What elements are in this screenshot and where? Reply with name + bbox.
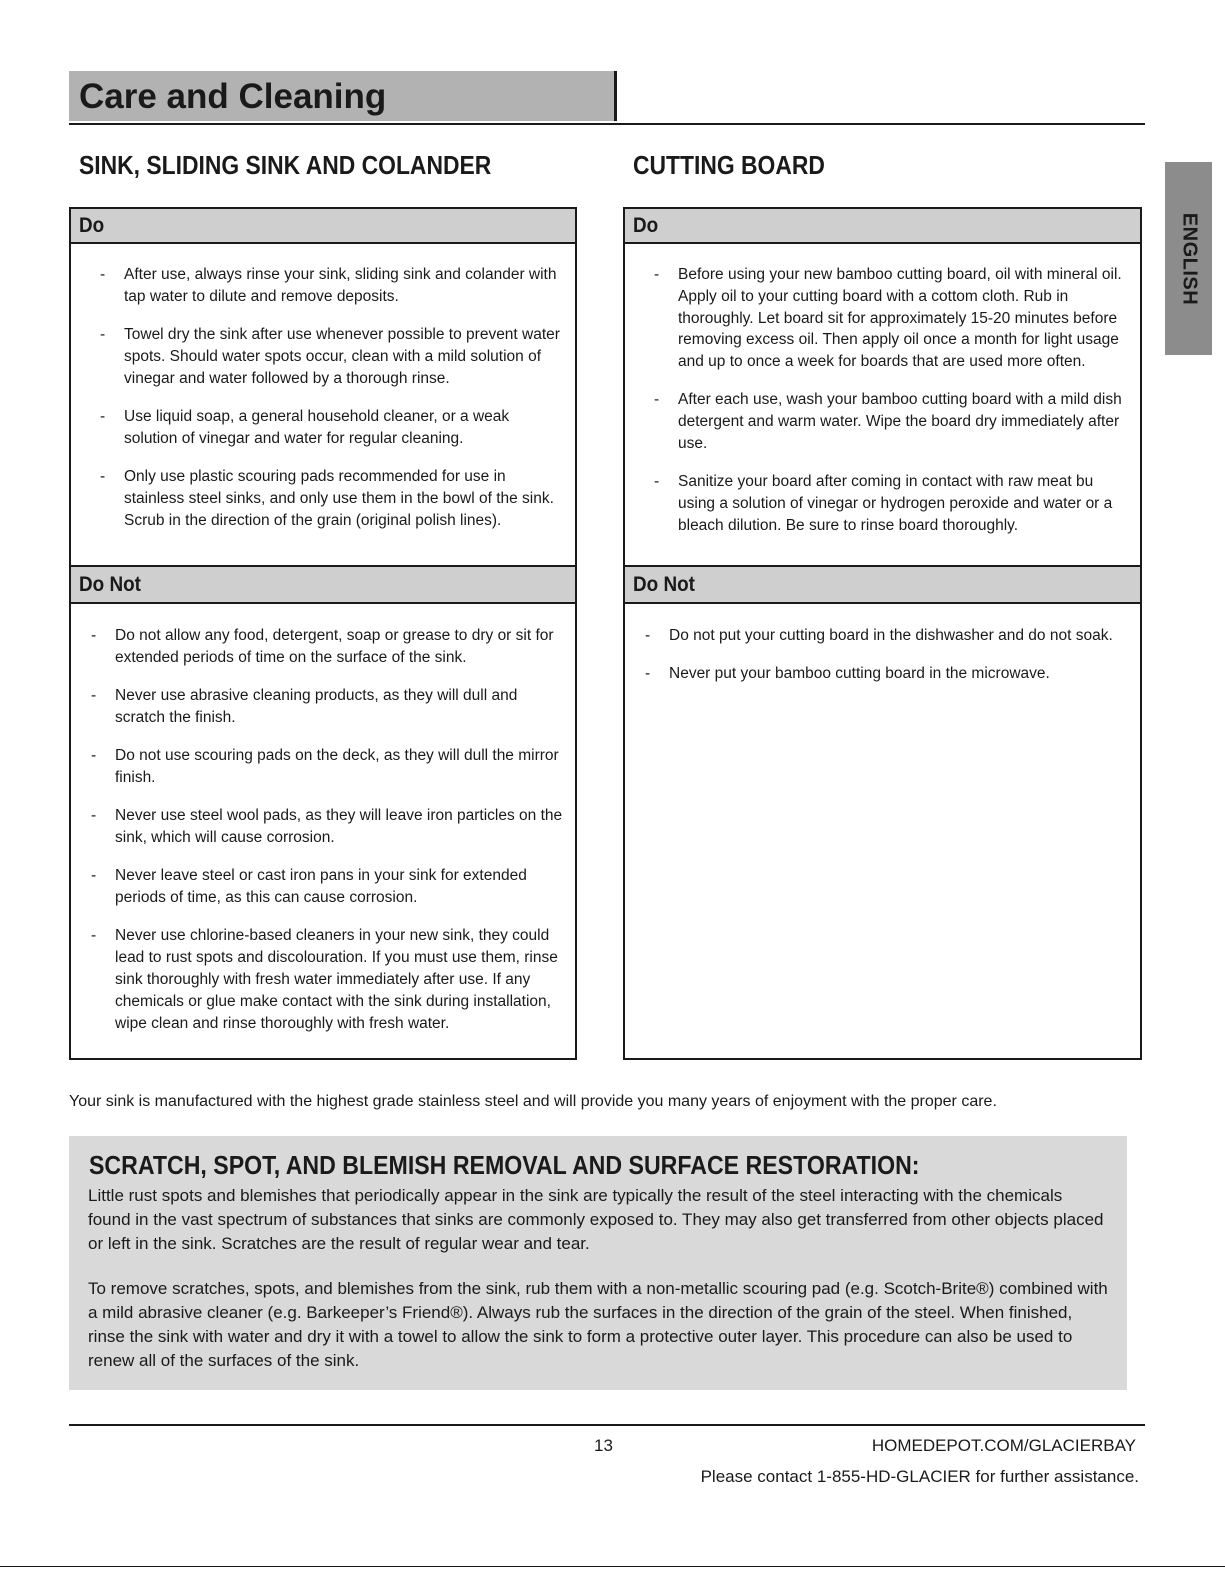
list-item: - Never leave steel or cast iron pans in your sink for extended periods of time, as this can cause corrosion. — [115, 865, 567, 909]
footer-divider — [69, 1424, 1145, 1426]
language-tab-label: ENGLISH — [1178, 212, 1200, 305]
sink-do-list — [124, 264, 564, 548]
restoration-paragraph-1: Little rust spots and blemishes that periodically appear in the sink are typically the result of the steel interacting with the chemicals found in the vast spectrum of substances that sinks are commonly exposed to. They may also get transferred from other objects placed or left in the sink. Scratches are the result of regular wear and tear. — [88, 1186, 1104, 1253]
list-item: - Never use steel wool pads, as they will leave iron particles on the sink, which will cause corrosion. — [115, 805, 567, 849]
page-title: Care and Cleaning — [69, 71, 617, 121]
list-item: - Never use chlorine-based cleaners in your new sink, they could lead to rust spots and discolouration. If you must use them, rinse sink thoroughly with fresh water immediately after use. If any chemicals or glue make contact with the sink during installation, wipe clean and rinse thoroughly with fresh water. — [115, 925, 567, 1034]
board-do-not-list — [669, 625, 1129, 702]
list-item: - Only use plastic scouring pads recommended for use in stainless steel sinks, and only use them in the bowl of the sink. Scrub in the direction of the grain (original polish lines). — [124, 466, 564, 531]
language-tab[interactable] — [1165, 162, 1212, 355]
restoration-panel — [69, 1136, 1127, 1390]
list-item: - Never use abrasive cleaning products, as they will dull and scratch the finish. — [115, 685, 567, 729]
board-section-heading: CUTTING BOARD — [633, 150, 825, 180]
sink-do-header: Do — [71, 209, 575, 244]
list-item: - Do not put your cutting board in the dishwasher and do not soak. — [669, 625, 1129, 647]
page-number: 13 — [594, 1436, 613, 1455]
list-item: - After use, always rinse your sink, sliding sink and colander with tap water to dilute and remove deposits. — [124, 264, 564, 308]
list-item: - Do not allow any food, detergent, soap or grease to dry or sit for extended periods of time on the surface of the sink. — [115, 625, 567, 669]
list-item: - Sanitize your board after coming in contact with raw meat bu using a solution of vinegar or hydrogen peroxide and water or a bleach dilution. Be sure to rinse board thoroughly. — [678, 471, 1126, 536]
list-item: - Towel dry the sink after use whenever possible to prevent water spots. Should water spots occur, clean with a mild solution of vinegar and water followed by a thorough rinse. — [124, 324, 564, 389]
list-item: - Do not use scouring pads on the deck, as they will dull the mirror finish. — [115, 745, 567, 789]
board-do-header: Do — [625, 209, 1140, 244]
page-header — [69, 71, 1145, 125]
board-do-list — [678, 264, 1126, 553]
list-item: - Never put your bamboo cutting board in the microwave. — [669, 663, 1129, 685]
restoration-title: SCRATCH, SPOT, AND BLEMISH REMOVAL AND SURFACE RESTORATION: — [89, 1150, 920, 1180]
board-care-box — [623, 207, 1142, 1060]
list-item: - Before using your new bamboo cutting board, oil with mineral oil. Apply oil to your cutting board with a cottom cloth. Rub in thoroughly. Let board sit for approximately 15-20 minutes before removing excess oil. Then apply oil once a month for light usage and up to once a week for boards that are used more often. — [678, 264, 1126, 373]
board-do-not-header: Do Not — [625, 565, 1140, 604]
contact-line: Please contact 1-855-HD-GLACIER for further assistance. — [700, 1467, 1139, 1486]
tagline: Your sink is manufactured with the highest grade stainless steel and will provide you many years of enjoyment with the proper care. — [69, 1093, 997, 1110]
sink-section-heading: SINK, SLIDING SINK AND COLANDER — [79, 150, 492, 180]
sink-do-not-list — [115, 625, 567, 1051]
list-item: - After each use, wash your bamboo cutting board with a mild dish detergent and warm water. Wipe the board dry immediately after use. — [678, 389, 1126, 454]
restoration-paragraph-2: To remove scratches, spots, and blemishes from the sink, rub them with a non-metallic scouring pad (e.g. Scotch-Brite®) combined with a mild abrasive cleaner (e.g. Barkeeper’s Friend®). Always rub the surfaces in the direction of the grain of the steel. When finished, rinse the sink with water and dry it with a towel to allow the sink to form a protective outer layer. This procedure can also be used to renew all of the surfaces of the sink. — [88, 1279, 1108, 1370]
page-bottom-edge — [0, 1566, 1225, 1567]
website-link[interactable]: HOMEDEPOT.COM/GLACIERBAY — [871, 1436, 1136, 1455]
sink-do-not-header: Do Not — [71, 565, 575, 604]
list-item: - Use liquid soap, a general household cleaner, or a weak solution of vinegar and water for regular cleaning. — [124, 406, 564, 450]
sink-care-box — [69, 207, 577, 1060]
